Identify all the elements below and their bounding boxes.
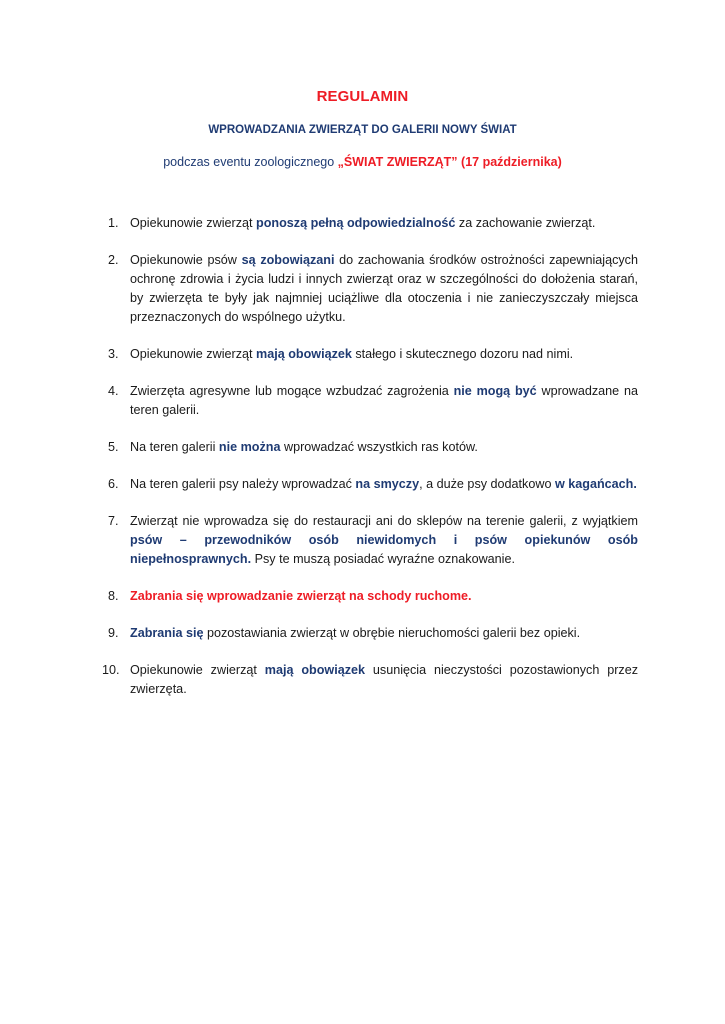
rule-number: 4. — [108, 384, 119, 398]
rule-highlight: mają obowiązek — [264, 663, 366, 677]
rule-highlight: nie można — [218, 440, 281, 454]
rule-text: Na teren galerii psy należy wprowadzać — [130, 477, 356, 491]
document-subtitle: WPROWADZANIA ZWIERZĄT DO GALERII NOWY ŚWIAT — [208, 124, 517, 136]
rule-text: Opiekunowie zwierząt — [130, 216, 256, 230]
rule-number: 7. — [108, 514, 119, 528]
rule-highlight: są zobowiązani — [241, 253, 335, 267]
rule-item-6 — [108, 475, 638, 494]
rule-text: Opiekunowie psów — [130, 253, 242, 267]
rule-text: pozostawiania zwierząt w obrębie nieruchomości galerii bez opieki. — [203, 626, 581, 640]
rule-item-5 — [108, 438, 638, 457]
rule-item-10 — [102, 661, 639, 699]
rule-number: 10. — [102, 663, 120, 677]
event-name: „ŚWIAT ZWIERZĄT” (17 października) — [337, 155, 562, 169]
rule-number: 8. — [108, 589, 119, 603]
rule-text: za zachowanie zwierząt. — [455, 216, 596, 230]
rule-text: Zwierzęta agresywne lub mogące wzbudzać zagrożenia — [130, 384, 454, 398]
rule-text: Psy te muszą posiadać wyraźne oznakowanie. — [251, 552, 515, 566]
rule-number: 9. — [108, 626, 119, 640]
rule-text: do zachowania środków ostrożności zapewniających ochronę zdrowia i życia ludzi i innych zwierząt oraz w szczególności do dołożenia starań, by zwierzęta te były jak najmniej uciążliwe dla otoczenia i nie zanieczyszczały miejsca przeznaczonych do wspólnego użytku. — [130, 253, 638, 324]
document-title: REGULAMIN — [316, 88, 409, 105]
rule-highlight: mają obowiązek — [256, 347, 352, 361]
event-prefix: podczas eventu zoologicznego — [163, 155, 338, 169]
rule-item-2 — [108, 251, 638, 327]
rule-item-9 — [108, 624, 638, 643]
rule-text: Opiekunowie zwierząt — [130, 663, 265, 677]
rule-text: wprowadzane na teren galerii. — [130, 384, 639, 417]
rule-item-3 — [108, 345, 638, 364]
rule-number: 5. — [108, 440, 119, 454]
rule-warning: Zabrania się wprowadzanie zwierząt na schody ruchome. — [130, 589, 472, 603]
rule-highlight: na smyczy — [355, 477, 420, 491]
event-line — [0, 155, 725, 169]
rules-list — [102, 214, 639, 717]
rule-text: Opiekunowie zwierząt — [130, 347, 256, 361]
rule-number: 6. — [108, 477, 119, 491]
rule-text: usunięcia nieczystości pozostawionych przez zwierzęta. — [130, 663, 639, 696]
rule-highlight: nie mogą być — [453, 384, 537, 398]
rule-item-8 — [108, 587, 638, 606]
rule-item-4 — [108, 382, 638, 420]
rule-number: 1. — [108, 216, 119, 230]
rule-highlight: ponoszą pełną odpowiedzialność — [256, 216, 456, 230]
rule-highlight: psów – przewodników osób niewidomych i psów opiekunów osób niepełnosprawnych. — [130, 533, 638, 566]
rule-number: 2. — [108, 253, 119, 267]
rule-highlight: Zabrania się — [130, 626, 204, 640]
rule-text: stałego i skutecznego dozoru nad nimi. — [351, 347, 574, 361]
rule-highlight: w kagańcach. — [554, 477, 637, 491]
rule-text: Na teren galerii — [130, 440, 219, 454]
rule-item-1 — [108, 214, 638, 233]
rule-number: 3. — [108, 347, 119, 361]
rule-text: wprowadzać wszystkich ras kotów. — [280, 440, 478, 454]
rule-text: Zwierząt nie wprowadza się do restauracji ani do sklepów na terenie galerii, z wyjątkiem — [130, 514, 638, 528]
rule-item-7 — [108, 512, 638, 569]
rule-text: , a duże psy dodatkowo — [419, 477, 555, 491]
